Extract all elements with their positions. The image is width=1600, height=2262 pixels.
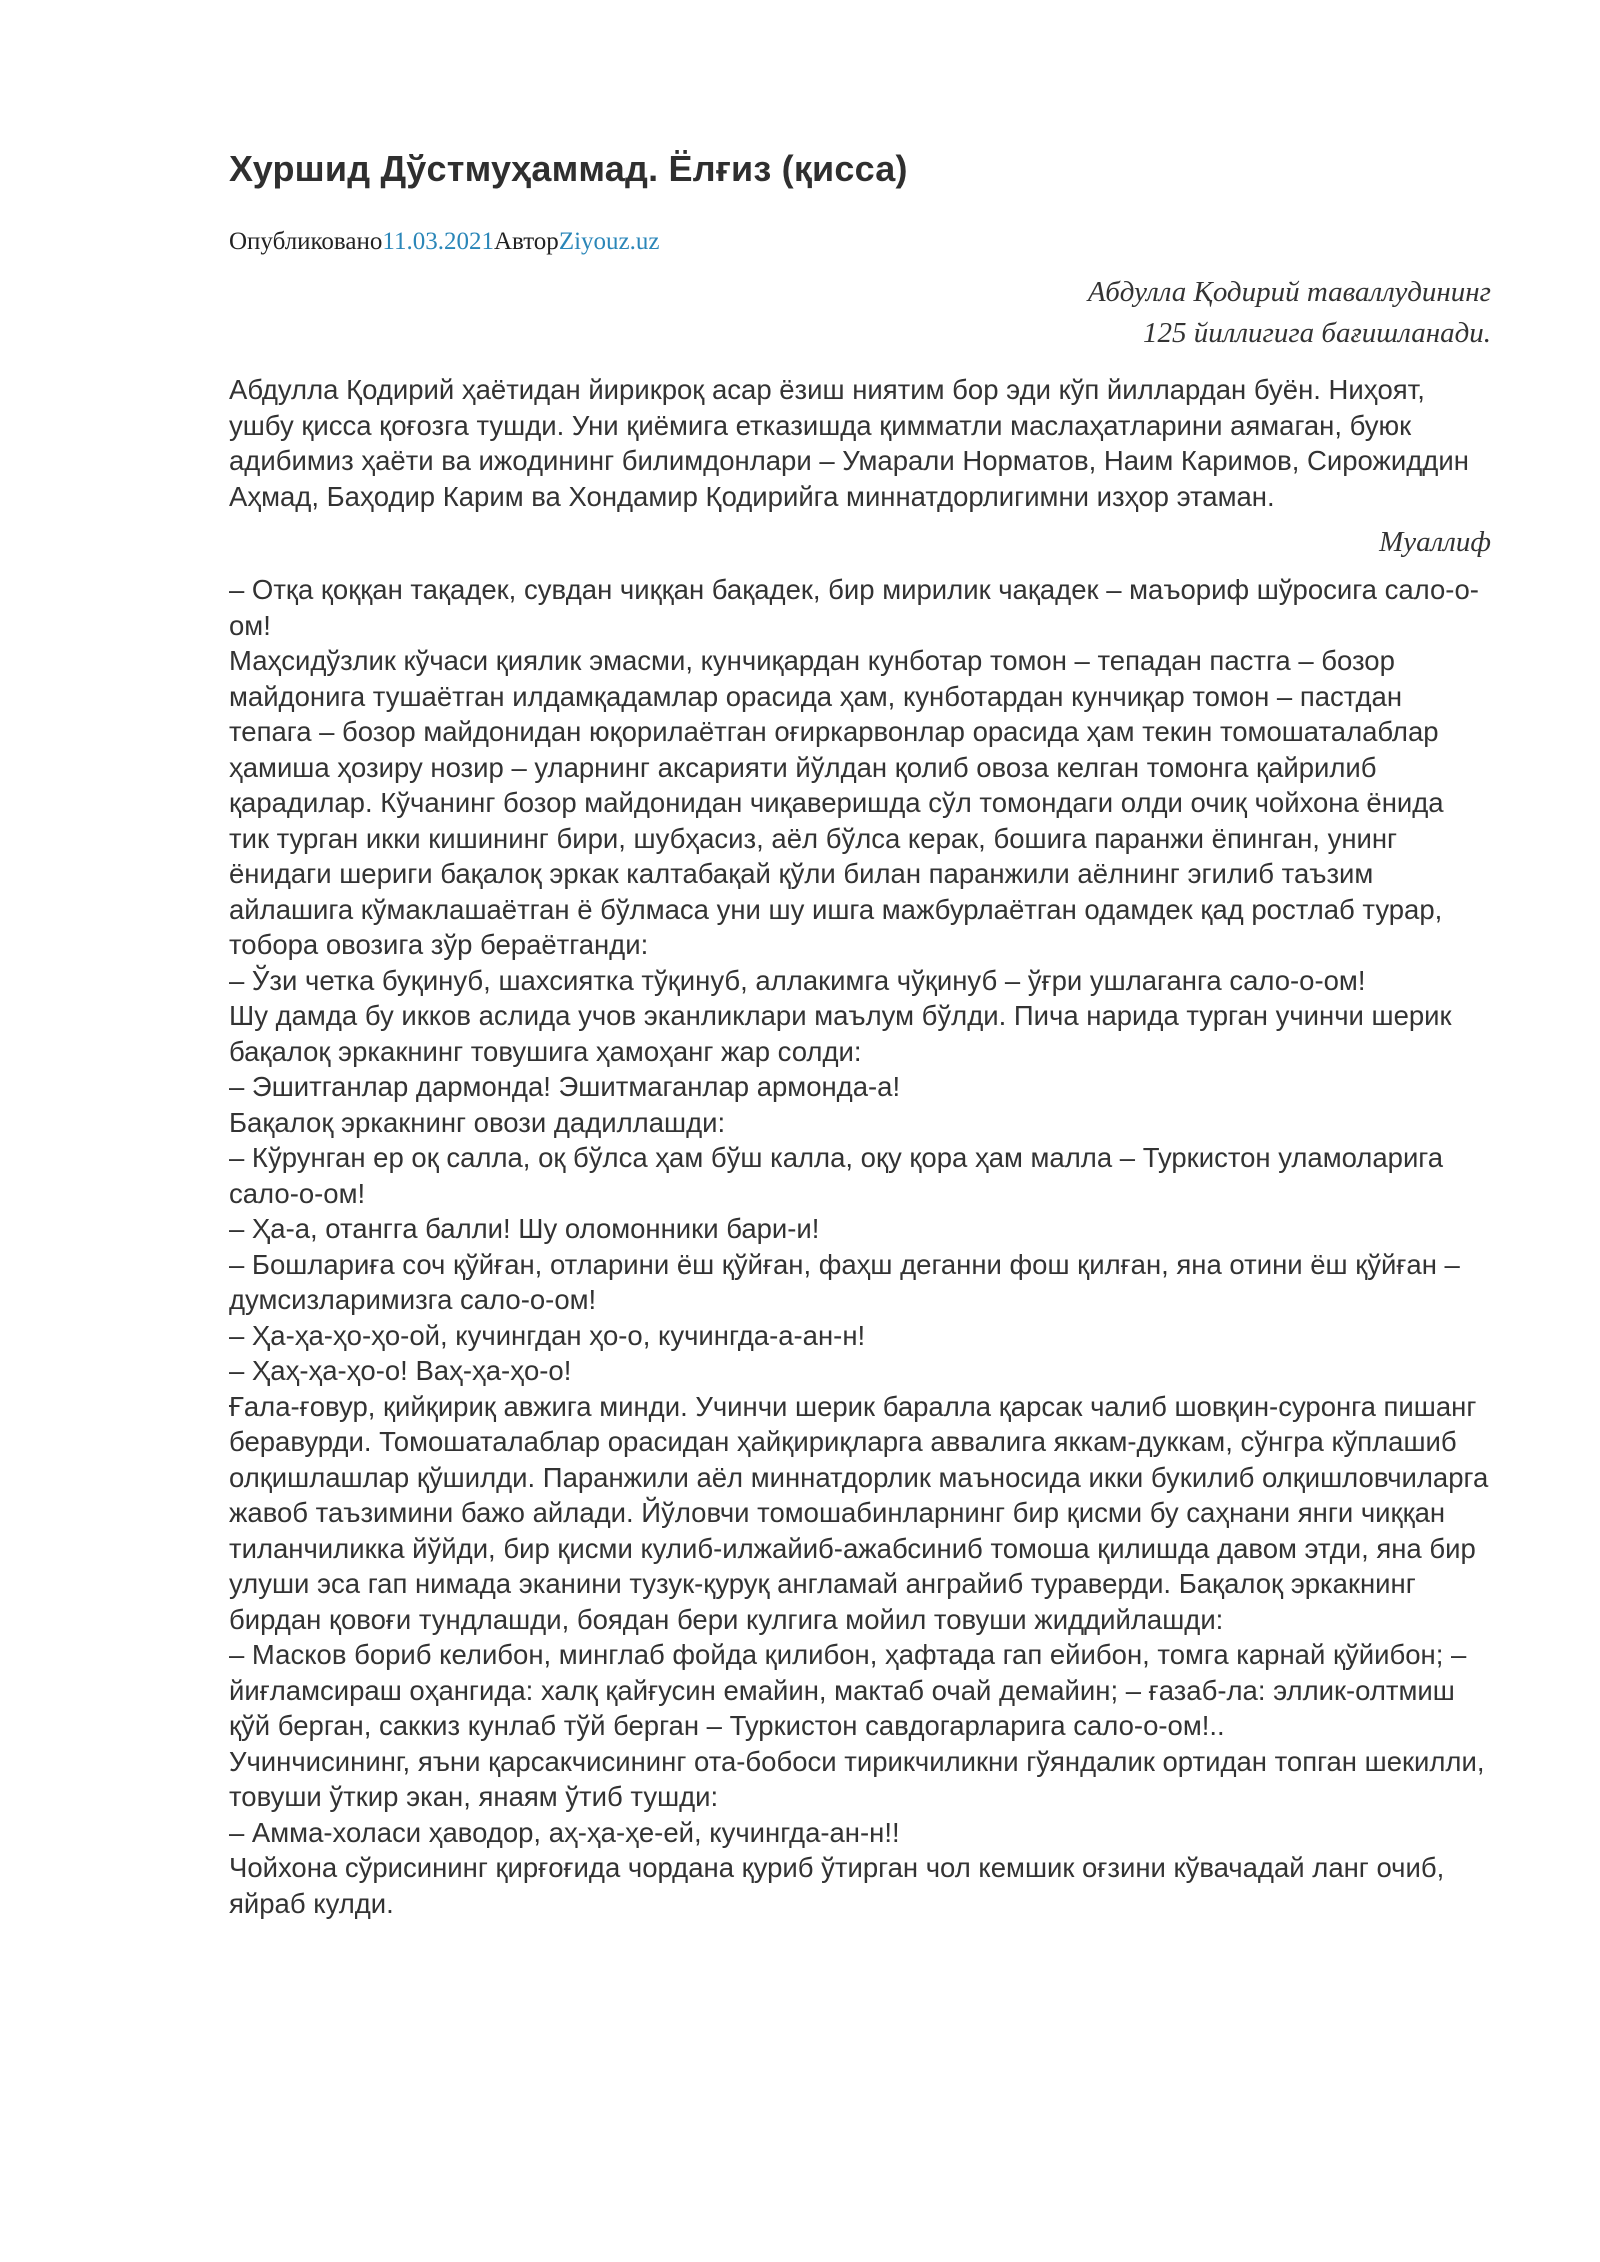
published-label: Опубликовано	[229, 228, 383, 255]
dedication-line: Абдулла Қодирий таваллудининг	[1087, 276, 1491, 308]
body-paragraph: – Ҳаҳ-ҳа-ҳо-о! Ваҳ-ҳа-ҳо-о!	[229, 1355, 572, 1386]
article-body	[229, 572, 1491, 1921]
body-paragraph: – Ҳа-а, отангга балли! Шу оломонники бари-и!	[229, 1213, 820, 1244]
dedication	[229, 272, 1491, 354]
body-paragraph: Бақалоқ эркакнинг овози дадиллашди:	[229, 1106, 726, 1138]
article	[229, 148, 1491, 1921]
body-paragraph: – Ўзи четка буқинуб, шахсиятка тўқинуб, аллакимга чўқинуб – ўғри ушлаганга сало-о-ом!	[229, 964, 1366, 996]
article-title: Хуршид Дўстмуҳаммад. Ёлғиз (қисса)	[229, 148, 908, 189]
author-link[interactable]: Ziyouz.uz	[558, 228, 660, 255]
post-meta	[229, 228, 1491, 256]
body-paragraph: – Отқа қоққан тақадек, сувдан чиққан бақадек, бир мирилик чақадек – маъориф шўросига сало-о-ом!	[229, 574, 1479, 641]
intro-paragraph: Абдулла Қодирий ҳаётидан йирикроқ асар ёзиш ниятим бор эди кўп йиллардан буён. Ниҳоят, ушбу қисса қоғозга тушди. Уни қиёмига етказишда қимматли маслаҳатларини аямаган, буюк адибимиз ҳаёти ва ижодининг билимдонлари – Умарали Норматов, Наим Каримов, Сирожиддин Аҳмад, Баҳодир Карим ва Хондамир Қодирийга миннатдорлигимни изҳор этаман.	[229, 374, 1469, 512]
body-paragraph: Маҳсидўзлик кўчаси қиялик эмасми, кунчиқардан кунботар томон – тепадан пастга – бозор майдонига тушаётган илдамқадамлар орасида ҳам, кунботардан кунчиқар томон – пастдан тепага – бозор майдонидан юқорилаётган оғиркарвонлар орасида ҳам текин томошаталаблар ҳамиша ҳозиру нозир – уларнинг аксарияти йўлдан қолиб овоза келган томонга қайрилиб қарадилар. Кўчанинг бозор майдонидан чиқаверишда сўл томондаги олди очиқ чойхона ёнида тик турган икки кишининг бири, шубҳасиз, аёл бўлса керак, бошига паранжи ёпинган, унинг ёнидаги шериги бақалоқ эркак калтабақай қўли билан паранжили аёлнинг эгилиб таъзим айлашига кўмаклашаётган ё бўлмаса уни шу ишга мажбурлаётган одамдек қад ростлаб турар, тобора овозига зўр бераётганди:	[229, 645, 1444, 960]
author-label: Автор	[493, 228, 559, 255]
body-paragraph: – Кўрунган ер оқ салла, оқ бўлса ҳам бўш калла, оқу қора ҳам малла – Туркистон уламоларига сало-о-ом!	[229, 1142, 1444, 1209]
body-paragraph: – Ҳа-ҳа-ҳо-ҳо-ой, кучингдан ҳо-о, кучингда-а-ан-н!	[229, 1319, 866, 1351]
body-paragraph: – Бошлариға соч қўйған, отларини ёш қўйған, фаҳш деганни фош қилған, яна отини ёш қўйған – думсизларимизга сало-о-ом!	[229, 1248, 1460, 1315]
dedication-line: 125 йиллигига бағишланади.	[1142, 317, 1491, 349]
body-paragraph: – Масков бориб келибон, минглаб фойда қилибон, ҳафтада гап ейибон, томга карнай қўйибон; – йиғламсираш оҳангида: халқ қайғусин емайин, мактаб очай демайин; – ғазаб-ла: эллик-олтмиш қўй берган, саккиз кунлаб тўй берган – Туркистон савдогарларига сало-о-ом!..	[229, 1639, 1467, 1741]
body-paragraph: Шу дамда бу икков аслида учов эканликлари маълум бўлди. Пича нарида турган учинчи шерик бақалоқ эркакнинг товушига ҳамоҳанг жар солди:	[229, 1000, 1452, 1067]
body-paragraph: Чойхона сўрисининг қирғоғида чордана қуриб ўтирган чол кемшик оғзини кўвачадай ланг очиб, яйраб кулди.	[229, 1852, 1445, 1919]
body-paragraph: Ғала-ғовур, қийқириқ авжига минди. Учинчи шерик баралла қарсак чалиб шовқин-суронга пишанг беравурди. Томошаталаблар орасидан ҳайқириқларга аввалига яккам-дуккам, сўнгра кўплашиб олқишлашлар қўшилди. Паранжили аёл миннатдорлик маъносида икки букилиб олқишловчиларга жавоб таъзимини бажо айлади. Йўловчи томошабинларнинг бир қисми бу саҳнани янги чиққан тиланчиликка йўйди, бир қисми кулиб-илжайиб-ажабсиниб томоша қилишда давом этди, яна бир улуши эса гап нимада эканини тузук-қуруқ англамай анграйиб тураверди. Бақалоқ эркакнинг бирдан қовоғи тундлашди, боядан бери кулгига мойил товуши жиддийлашди:	[229, 1390, 1489, 1635]
body-paragraph: – Амма-холаси ҳаводор, аҳ-ҳа-ҳе-ей, кучингда-ан-н!!	[229, 1816, 900, 1848]
post-date-link[interactable]: 11.03.2021	[382, 228, 494, 255]
body-paragraph: – Эшитганлар дармонда! Эшитмаганлар армонда-а!	[229, 1071, 901, 1102]
author-signature: Муаллиф	[1379, 526, 1491, 558]
body-paragraph: Учинчисининг, яъни қарсакчисининг ота-бобоси тирикчиликни гўяндалик ортидан топган шекилли, товуши ўткир экан, янаям ўтиб тушди:	[229, 1745, 1485, 1812]
